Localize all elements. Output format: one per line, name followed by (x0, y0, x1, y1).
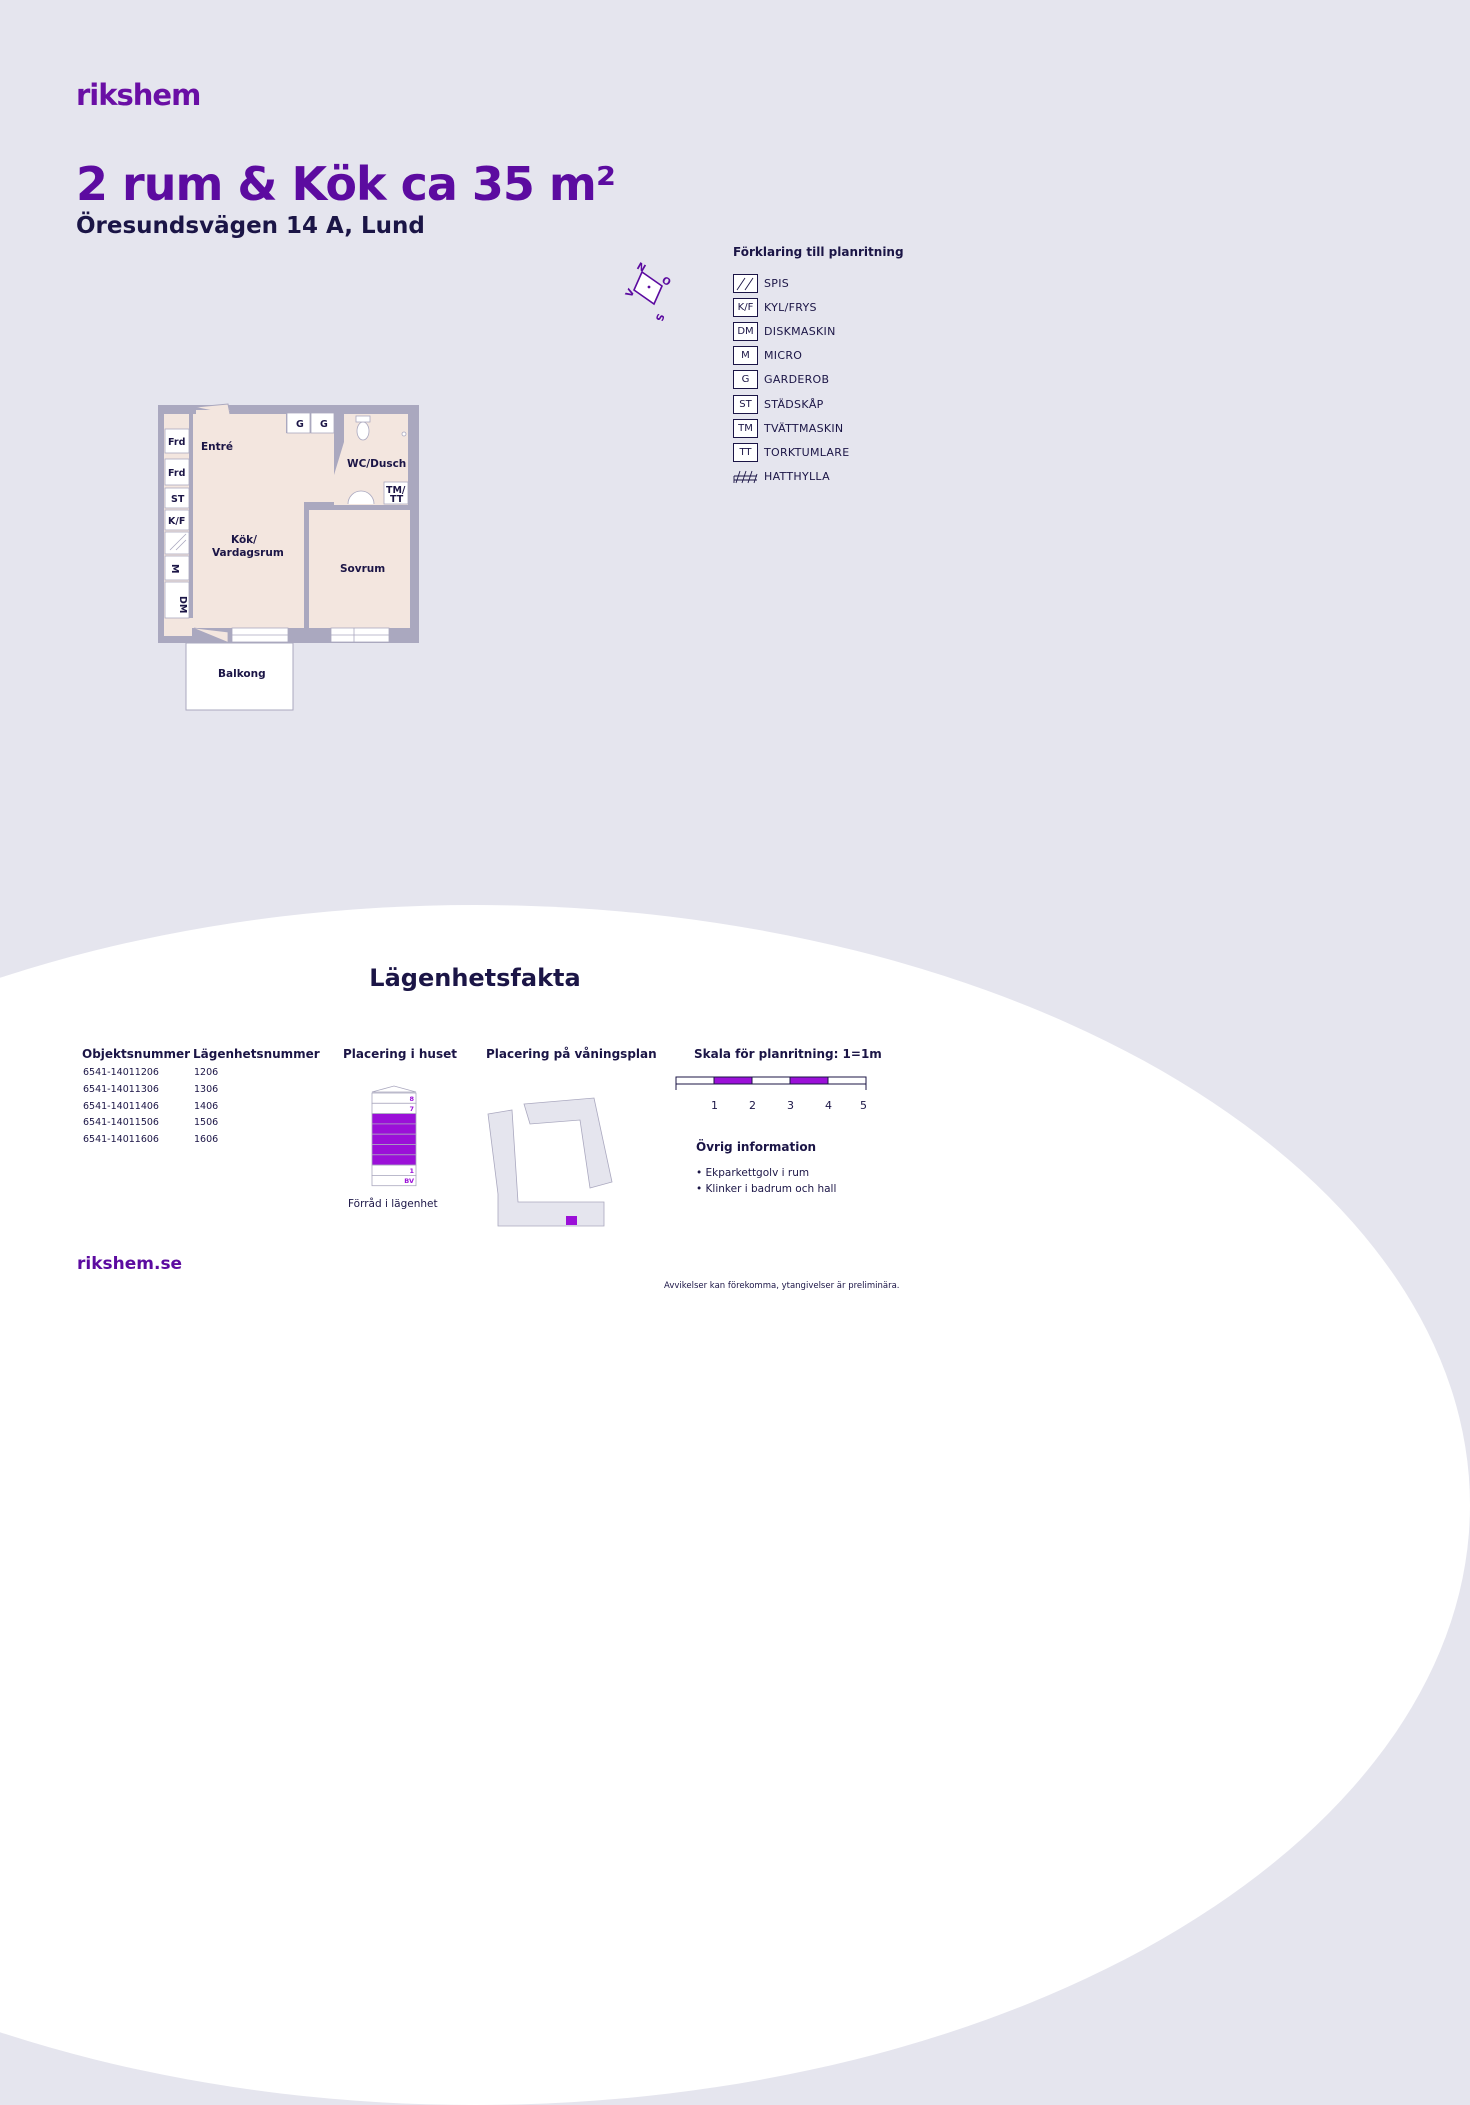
legend-item-g: G GARDEROB (733, 368, 904, 392)
floor-label-3: 3 (409, 1146, 414, 1155)
ovrig-list (696, 1165, 836, 1197)
fixture-m: M (169, 564, 180, 574)
room-label-balkong: Balkong (218, 668, 266, 680)
objekt-list (83, 1065, 159, 1149)
scale-bar (672, 1072, 872, 1114)
fixture-frd-1: Frd (168, 437, 186, 448)
placering-huset-header: Placering i huset (343, 1047, 457, 1061)
floor-label-6: 6 (409, 1115, 414, 1124)
fixture-tm: TM/ (386, 485, 406, 496)
scale-header: Skala för planritning: 1=1m (694, 1047, 882, 1061)
compass-s: S (652, 311, 666, 323)
fixture-g-2: G (320, 419, 328, 430)
apartment-location-marker (566, 1216, 577, 1225)
lgh-header: Lägenhetsnummer (193, 1047, 320, 1061)
legend-item-st: ST STÄDSKÅP (733, 392, 904, 416)
scale-tick-4: 4 (825, 1099, 832, 1112)
legend-item-kf: K/F KYL/FRYS (733, 295, 904, 319)
ovrig-header: Övrig information (696, 1140, 817, 1154)
list-item: 1506 (194, 1117, 219, 1129)
scale-tick-1: 1 (711, 1099, 718, 1112)
fixture-tt: TT (390, 494, 404, 505)
list-item: 6541-14011206 (83, 1067, 159, 1078)
address: Öresundsvägen 14 A, Lund (76, 213, 425, 239)
fixture-g-1: G (296, 419, 304, 430)
rikshem-logo: rikshem (76, 78, 201, 112)
floor-label-BV: BV (404, 1177, 414, 1186)
legend-item-hatthylla: HATTHYLLA (733, 465, 904, 489)
disclaimer: Avvikelser kan förekomma, ytangivelser är preliminära. (664, 1281, 900, 1291)
legend-item-m: M MICRO (733, 344, 904, 368)
legend-title: Förklaring till planritning (733, 245, 904, 259)
fixture-dm: DM (177, 596, 188, 614)
legend-item-tt: TT TORKTUMLARE (733, 440, 904, 464)
room-label-kok-2: Vardagsrum (212, 547, 284, 559)
toilet-icon (357, 422, 369, 440)
list-item: • Ekparkettgolv i rum (696, 1167, 810, 1179)
list-item: 6541-14011406 (83, 1100, 159, 1112)
building-floors-diagram (368, 1084, 420, 1188)
compass-v: V (624, 287, 638, 300)
floor-label-8: 8 (409, 1094, 414, 1103)
compass-n: N (634, 261, 648, 275)
forrad-note: Förråd i lägenhet (348, 1198, 438, 1210)
facts-title: Lägenhetsfakta (369, 964, 581, 992)
page-title: 2 rum & Kök ca 35 m² (76, 157, 616, 211)
floor-plan (156, 402, 422, 714)
room-label-entre: Entré (201, 441, 233, 453)
site-plan (484, 1094, 616, 1228)
legend-item-tm: TM TVÄTTMASKIN (733, 416, 904, 440)
room-label-sovrum: Sovrum (340, 563, 386, 575)
hat-shelf-icon (733, 467, 758, 486)
floor-label-4: 4 (409, 1136, 414, 1144)
scale-tick-3: 3 (787, 1099, 794, 1112)
fixture-frd-2: Frd (168, 468, 186, 479)
floor-label-1: 1 (409, 1166, 414, 1175)
room-label-kok-1: Kök/ (231, 534, 257, 546)
floor-label-2: 2 (409, 1156, 414, 1165)
legend-item-dm: DM DISKMASKIN (733, 319, 904, 343)
scale-tick-5: 5 (860, 1099, 867, 1112)
lgh-list (194, 1065, 218, 1149)
list-item: 1606 (194, 1134, 219, 1146)
list-item: 6541-14011506 (83, 1117, 159, 1129)
list-item: • Klinker i badrum och hall (696, 1183, 837, 1195)
room-label-wc: WC/Dusch (347, 458, 407, 470)
compass-icon (624, 256, 676, 323)
list-item: 6541-14011306 (83, 1083, 159, 1095)
stove-icon (733, 274, 758, 293)
fixture-kf: K/F (168, 516, 186, 527)
floor-label-5: 5 (409, 1125, 414, 1134)
list-item: 1406 (194, 1100, 219, 1112)
scale-tick-2: 2 (749, 1099, 756, 1112)
website-link[interactable]: rikshem.se (77, 1254, 183, 1274)
objekt-header: Objektsnummer (82, 1047, 191, 1061)
list-item: 6541-14011606 (83, 1134, 159, 1146)
floor-label-7: 7 (409, 1105, 414, 1114)
compass-o: O (659, 275, 673, 289)
placering-plan-header: Placering på våningsplan (486, 1047, 657, 1061)
floorplan-legend (733, 245, 904, 489)
legend-item-spis: SPIS (733, 271, 904, 295)
list-item: 1206 (194, 1067, 219, 1078)
list-item: 1306 (194, 1083, 219, 1095)
fixture-st: ST (171, 494, 185, 505)
